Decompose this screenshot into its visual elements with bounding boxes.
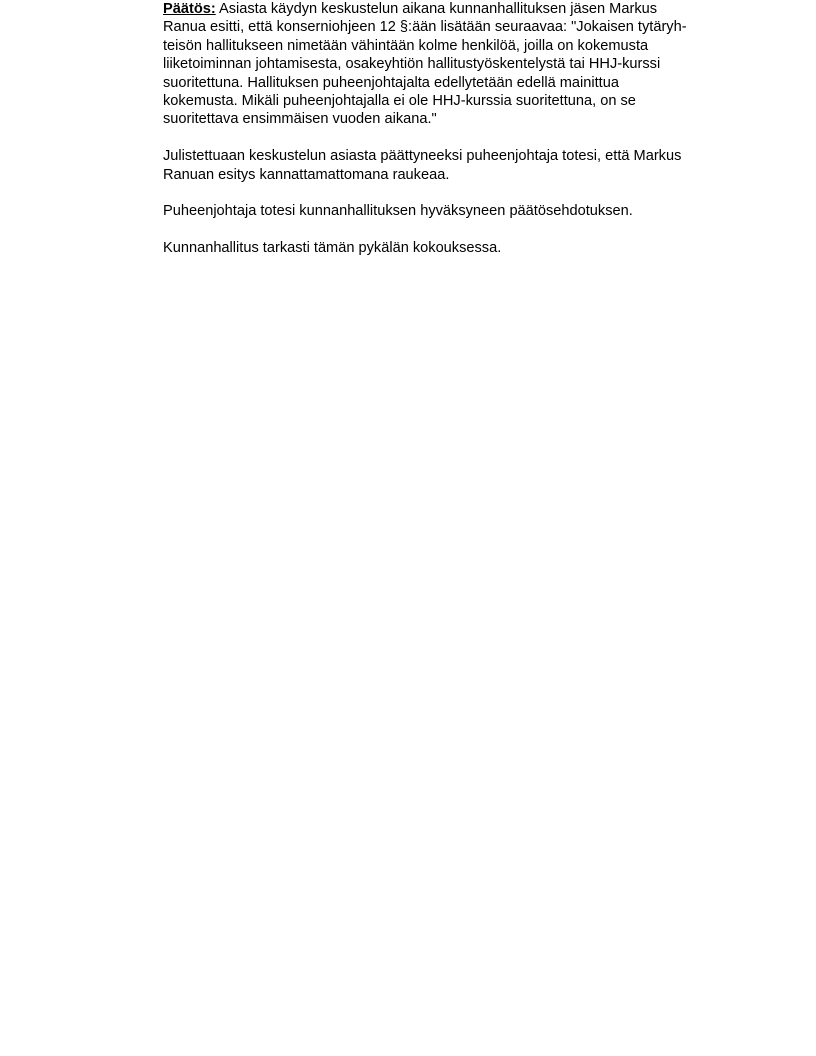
decision-line: Ranua esitti, että konserniohjeen 12 §:ään lisätään seuraavaa: "Jokaisen tytäryh- [163, 19, 687, 36]
decision-first-line-text: Asiasta käydyn keskustelun aikana kunnanhallituksen jäsen Markus [215, 1, 658, 17]
decision-line: suoritettava ensimmäisen vuoden aikana." [163, 111, 437, 128]
decision-label: Päätös: [163, 1, 216, 17]
discussion-closed-line: Julistettuaan keskustelun asiasta päättyneeksi puheenjohtaja totesi, että Markus [163, 148, 682, 165]
decision-line: liiketoiminnan johtamisesta, osakeyhtiön hallitustyöskentelystä tai HHJ-kurssi [163, 56, 661, 73]
decision-line: kokemusta. Mikäli puheenjohtajalla ei ole HHJ-kurssia suoritettuna, on se [163, 93, 636, 110]
review-text: Kunnanhallitus tarkasti tämän pykälän kokouksessa. [163, 240, 502, 257]
discussion-closed-paragraph [163, 147, 743, 184]
document-content [163, 0, 743, 276]
review-paragraph [163, 239, 743, 257]
approval-paragraph [163, 202, 743, 220]
decision-line: suoritettuna. Hallituksen puheenjohtajalta edellytetään edellä mainittua [163, 74, 619, 91]
decision-line: teisön hallitukseen nimetään vähintään kolme henkilöä, joilla on kokemusta [163, 37, 649, 54]
discussion-closed-line: Ranuan esitys kannattamattomana raukeaa. [163, 166, 450, 183]
approval-text: Puheenjohtaja totesi kunnanhallituksen hyväksyneen päätösehdotuksen. [163, 203, 633, 220]
decision-paragraph [163, 0, 743, 129]
decision-first-line [163, 0, 743, 18]
